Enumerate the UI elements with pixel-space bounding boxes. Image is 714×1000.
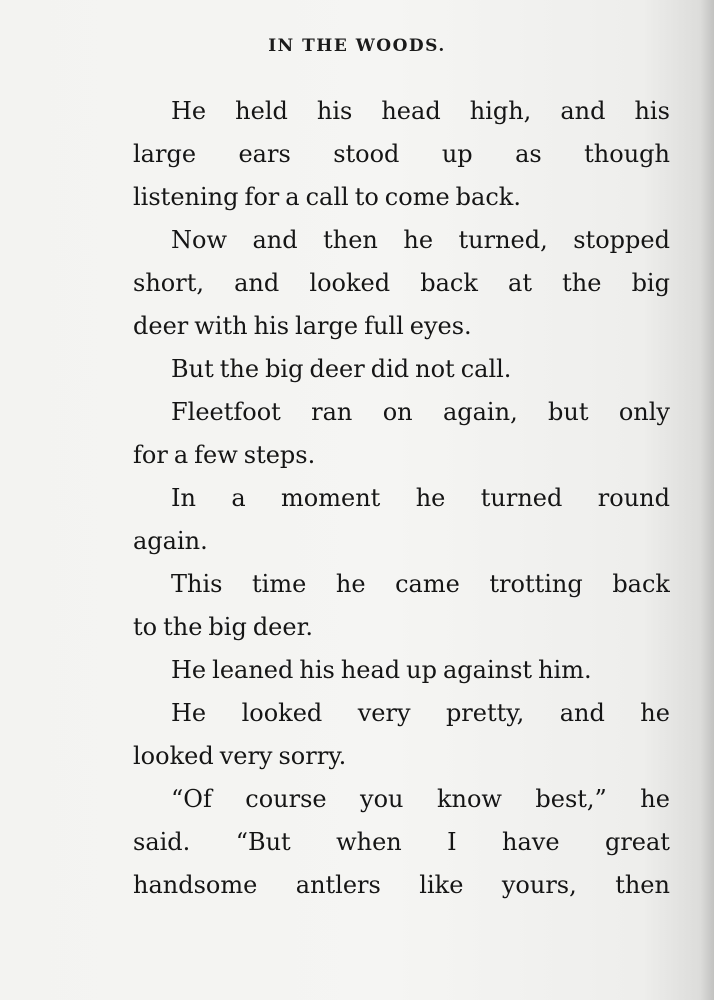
word: leaned <box>212 656 294 684</box>
word: but <box>548 398 589 426</box>
word: trotting <box>489 570 583 598</box>
text-line <box>133 90 670 133</box>
word: short, <box>133 269 204 297</box>
word: to <box>354 183 379 211</box>
word: antlers <box>295 871 381 899</box>
word: looked <box>133 742 214 770</box>
text-line <box>133 821 670 864</box>
word: again. <box>133 527 208 555</box>
word: have <box>502 828 560 856</box>
word: ran <box>311 398 353 426</box>
text-line <box>133 434 670 477</box>
word: though <box>584 140 670 168</box>
word: then <box>323 226 378 254</box>
word: he <box>640 699 670 727</box>
word: steps. <box>243 441 316 469</box>
text-line <box>133 219 670 262</box>
word: deer. <box>252 613 314 641</box>
word: head <box>340 656 401 684</box>
word: his <box>634 97 670 125</box>
word: as <box>515 140 542 168</box>
word: course <box>245 785 327 813</box>
word: you <box>360 785 404 813</box>
word: back. <box>455 183 521 211</box>
word: his <box>316 97 353 125</box>
word: call <box>305 183 349 211</box>
text-line <box>133 563 670 606</box>
word: This <box>171 570 223 598</box>
word: deer <box>309 355 365 383</box>
word: very <box>219 742 273 770</box>
word: the <box>219 355 260 383</box>
word: He <box>171 699 207 727</box>
word: back <box>420 269 478 297</box>
word: when <box>336 828 402 856</box>
word: not <box>415 355 455 383</box>
text-line <box>133 305 670 348</box>
text-line <box>133 477 670 520</box>
word: back <box>612 570 670 598</box>
word: big <box>208 613 247 641</box>
word: very <box>357 699 411 727</box>
word: turned <box>480 484 563 512</box>
word: moment <box>281 484 381 512</box>
word: he <box>640 785 670 813</box>
text-line <box>133 606 670 649</box>
word: then <box>615 871 670 899</box>
word: time <box>252 570 307 598</box>
word: for <box>133 441 168 469</box>
word: the <box>163 613 203 641</box>
word: big <box>265 355 304 383</box>
word: for <box>244 183 280 211</box>
text-line <box>133 391 670 434</box>
text-line <box>133 348 670 391</box>
word: head <box>381 97 441 125</box>
text-line <box>133 735 670 778</box>
word: “But <box>235 828 291 856</box>
word: and <box>559 699 605 727</box>
text-line <box>133 176 670 219</box>
word: few <box>194 441 238 469</box>
word: yours, <box>501 871 577 899</box>
text-line <box>133 520 670 563</box>
word: call. <box>460 355 512 383</box>
word: and <box>560 97 606 125</box>
word: big <box>631 269 670 297</box>
word: turned, <box>458 226 548 254</box>
text-line <box>133 133 670 176</box>
word: a <box>173 441 189 469</box>
word: looked <box>241 699 323 727</box>
word: his <box>299 656 335 684</box>
body-text <box>133 90 670 907</box>
word: he <box>415 484 446 512</box>
word: the <box>562 269 602 297</box>
word: against <box>442 656 533 684</box>
word: ears <box>238 140 291 168</box>
text-line <box>133 262 670 305</box>
word: looked <box>309 269 391 297</box>
word: with <box>194 312 248 340</box>
word: In <box>171 484 196 512</box>
word: pretty, <box>445 699 525 727</box>
word: listening <box>133 183 239 211</box>
text-line <box>133 864 670 907</box>
word: a <box>231 484 246 512</box>
word: held <box>235 97 288 125</box>
word: large <box>133 140 197 168</box>
word: I <box>447 828 457 856</box>
word: stood <box>333 140 400 168</box>
word: best,” <box>535 785 607 813</box>
word: come <box>384 183 450 211</box>
word: on <box>382 398 413 426</box>
word: a <box>285 183 300 211</box>
word: handsome <box>133 871 258 899</box>
word: round <box>597 484 670 512</box>
running-head: IN THE WOODS. <box>268 36 446 56</box>
word: eyes. <box>409 312 472 340</box>
word: Now <box>171 226 227 254</box>
word: to <box>133 613 158 641</box>
word: deer <box>133 312 189 340</box>
text-line <box>133 692 670 735</box>
word: stopped <box>573 226 670 254</box>
page-edge-shadow <box>700 0 714 1000</box>
word: he <box>403 226 434 254</box>
word: He <box>171 97 207 125</box>
word: Fleetfoot <box>171 398 281 426</box>
word: again, <box>442 398 518 426</box>
word: He <box>171 656 207 684</box>
word: like <box>419 871 464 899</box>
word: great <box>604 828 670 856</box>
word: full <box>364 312 404 340</box>
word: high, <box>469 97 532 125</box>
word: large <box>295 312 359 340</box>
word: up <box>406 656 437 684</box>
word: But <box>171 355 214 383</box>
text-line <box>133 649 670 692</box>
word: said. <box>133 828 191 856</box>
word: up <box>441 140 473 168</box>
word: and <box>252 226 298 254</box>
word: came <box>395 570 460 598</box>
word: him. <box>538 656 592 684</box>
word: and <box>234 269 280 297</box>
word: sorry. <box>278 742 347 770</box>
word: only <box>618 398 670 426</box>
word: “Of <box>171 785 212 813</box>
word: did <box>370 355 410 383</box>
word: at <box>508 269 532 297</box>
word: his <box>253 312 290 340</box>
word: he <box>335 570 366 598</box>
word: know <box>436 785 502 813</box>
text-line <box>133 778 670 821</box>
